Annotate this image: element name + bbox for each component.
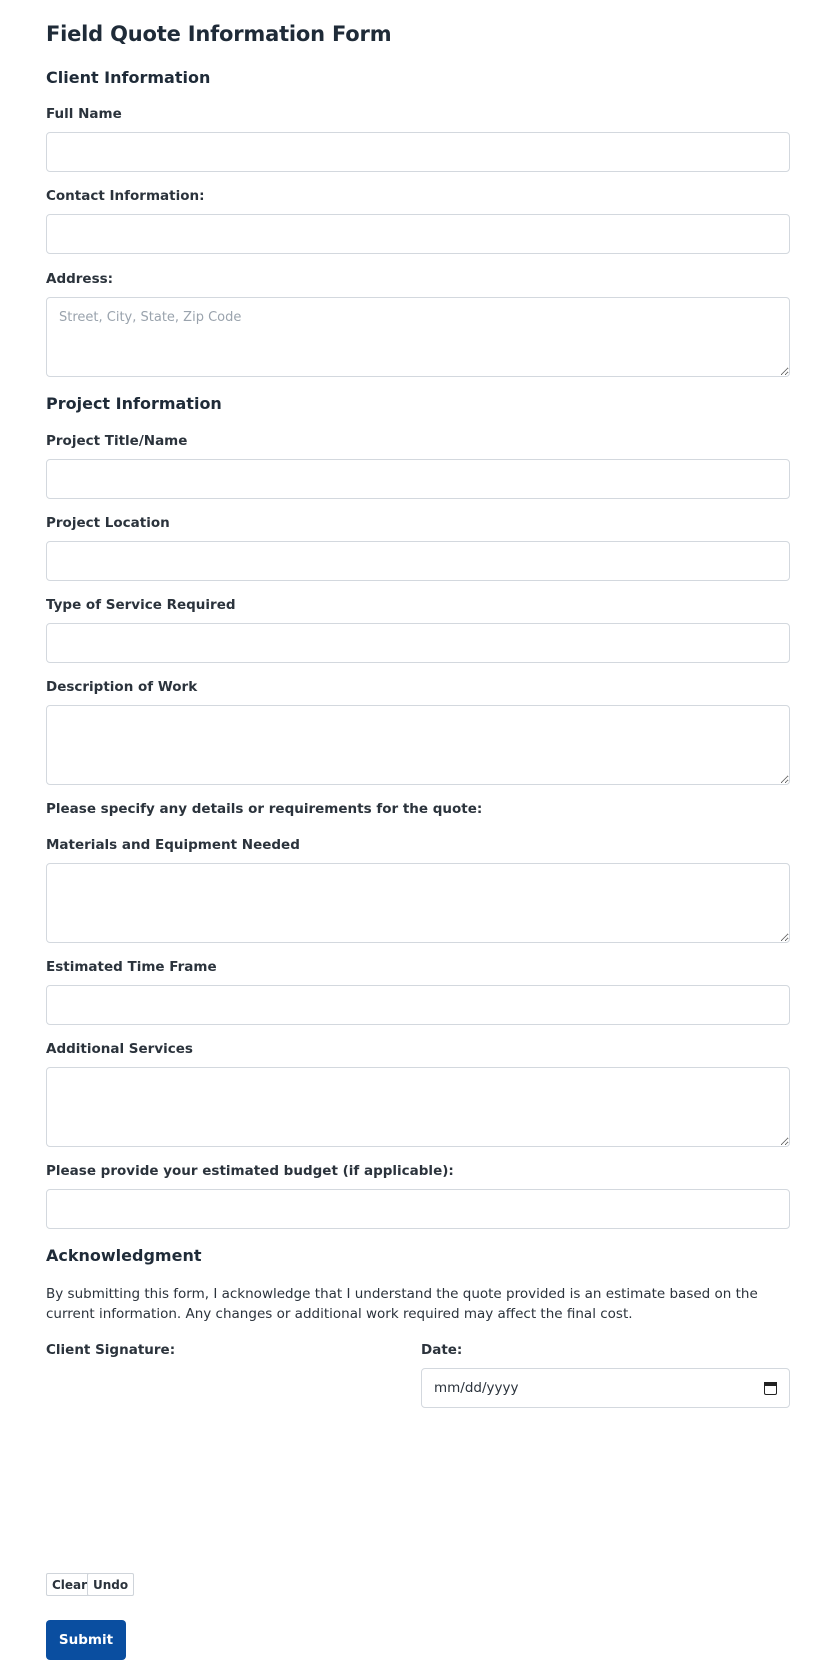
client-information-heading: Client Information [46,68,211,87]
service-type-input[interactable] [46,623,790,663]
signature-pad[interactable] [46,1372,406,1552]
project-location-input[interactable] [46,541,790,581]
timeframe-input[interactable] [46,985,790,1025]
date-input[interactable] [421,1368,790,1408]
address-label: Address: [46,271,114,287]
project-title-input[interactable] [46,459,790,499]
contact-information-input[interactable] [46,214,790,254]
materials-label: Materials and Equipment Needed [46,837,300,853]
date-label: Date: [421,1342,463,1358]
contact-information-label: Contact Information: [46,188,205,204]
description-label: Description of Work [46,679,198,695]
calendar-icon[interactable] [764,1382,777,1395]
service-type-label: Type of Service Required [46,597,236,613]
address-textarea[interactable] [46,297,790,377]
budget-label: Please provide your estimated budget (if applicable): [46,1163,454,1179]
submit-button[interactable]: Submit [46,1620,126,1660]
project-location-label: Project Location [46,515,170,531]
acknowledgment-heading: Acknowledgment [46,1246,202,1265]
signature-label: Client Signature: [46,1342,176,1358]
form-title: Field Quote Information Form [46,22,392,46]
additional-services-textarea[interactable] [46,1067,790,1147]
clear-signature-button[interactable]: Clear [46,1573,93,1596]
project-information-heading: Project Information [46,394,222,413]
acknowledgment-text: By submitting this form, I acknowledge that I understand the quote provided is an estimate based on the current information. Any changes or additional work required may affect the final cost. [46,1286,758,1322]
details-prompt: Please specify any details or requirements for the quote: [46,801,483,817]
additional-services-label: Additional Services [46,1041,193,1057]
full-name-input[interactable] [46,132,790,172]
description-textarea[interactable] [46,705,790,785]
materials-textarea[interactable] [46,863,790,943]
project-title-label: Project Title/Name [46,433,188,449]
date-placeholder: mm/dd/yyyy [434,1380,519,1396]
full-name-label: Full Name [46,106,122,122]
undo-signature-button[interactable]: Undo [87,1573,134,1596]
timeframe-label: Estimated Time Frame [46,959,217,975]
budget-input[interactable] [46,1189,790,1229]
